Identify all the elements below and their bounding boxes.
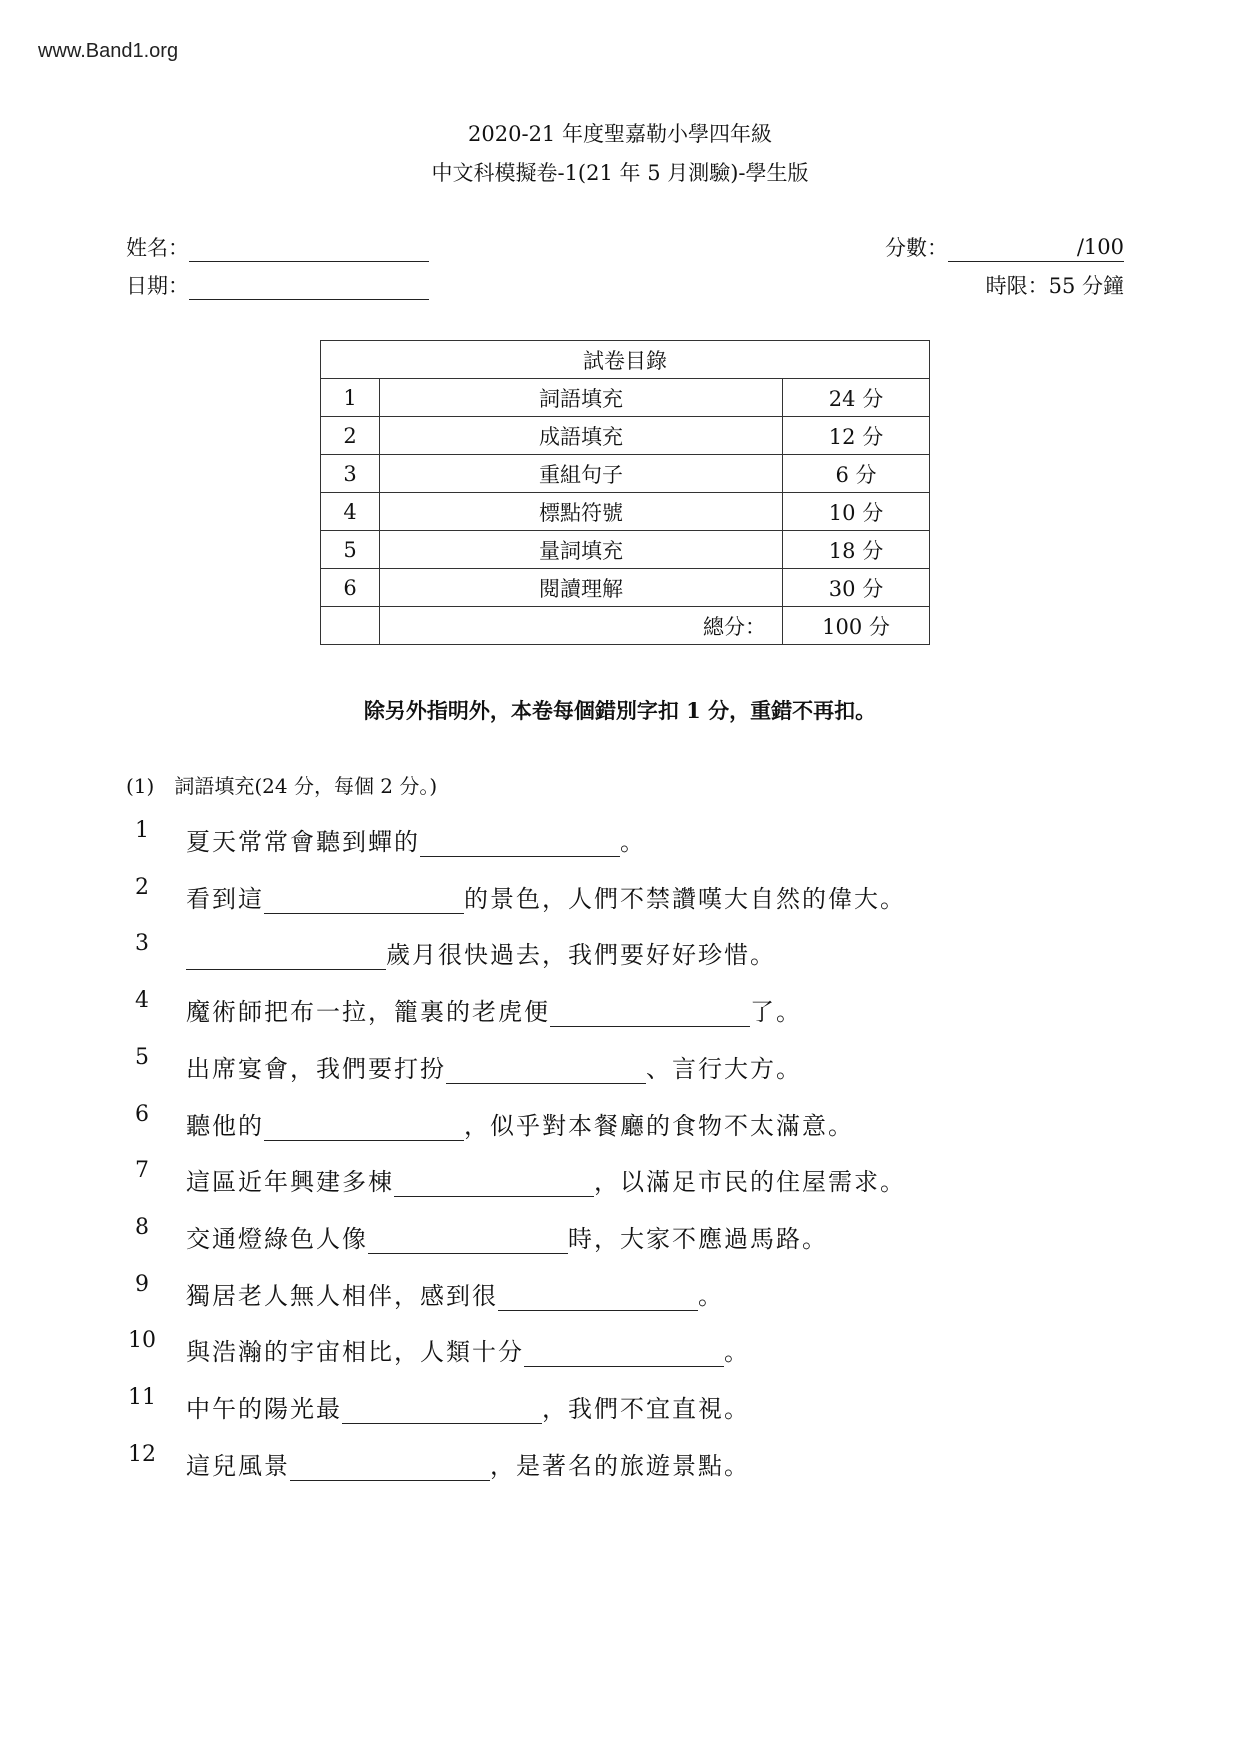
question-text-after: 時，大家不應過馬路。 — [568, 1224, 828, 1253]
answer-blank[interactable] — [394, 1168, 594, 1197]
toc-row — [321, 569, 930, 607]
toc-marks: 30 分 — [783, 569, 930, 607]
question-number: 9 — [135, 1271, 149, 1297]
score-field — [885, 232, 1124, 262]
answer-blank[interactable] — [264, 1112, 464, 1141]
toc-section: 成語填充 — [380, 417, 783, 455]
answer-blank[interactable] — [550, 998, 750, 1027]
question-text-before: 魔術師把布一拉，籠裏的老虎便 — [186, 998, 550, 1027]
toc-no: 3 — [321, 455, 380, 493]
date-label: 日期： — [126, 274, 189, 298]
question-number: 10 — [128, 1328, 156, 1354]
question-text-before: 聽他的 — [186, 1111, 264, 1140]
question-number: 7 — [135, 1158, 149, 1184]
toc-section: 閱讀理解 — [380, 569, 783, 607]
toc-row — [321, 493, 930, 531]
question-number: 11 — [128, 1385, 156, 1410]
toc-header: 試卷目錄 — [321, 341, 930, 379]
answer-blank[interactable] — [368, 1225, 568, 1254]
toc-no: 4 — [321, 493, 380, 531]
score-blank: /100 — [948, 235, 1124, 262]
answer-blank[interactable] — [420, 828, 620, 857]
question-number: 1 — [135, 818, 149, 843]
question-text-before: 中午的陽光最 — [186, 1395, 342, 1423]
answer-blank[interactable] — [524, 1338, 724, 1367]
question-text-before: 夏天常常會聽到蟬的 — [186, 828, 420, 856]
toc-section: 重組句子 — [380, 455, 783, 493]
score-label: 分數： — [885, 236, 948, 260]
toc-row — [321, 417, 930, 455]
answer-blank[interactable] — [446, 1055, 646, 1084]
question-text-after: ，以滿足市民的住屋需求。 — [594, 1168, 906, 1197]
toc-no: 2 — [321, 417, 380, 455]
toc-section: 詞語填充 — [380, 379, 783, 417]
exam-title: 2020-21 年度聖嘉勒小學四年級 — [468, 122, 772, 146]
toc-total: 100 分 — [783, 607, 930, 645]
toc-row — [321, 531, 930, 569]
date-blank — [189, 273, 429, 300]
question-text-after: 。 — [698, 1281, 724, 1310]
toc-marks: 10 分 — [783, 493, 930, 531]
question-text-after: ，是著名的旅遊景點。 — [490, 1451, 750, 1480]
question-text-before: 看到這 — [186, 884, 264, 913]
toc-marks: 18 分 — [783, 531, 930, 569]
toc-row — [321, 455, 930, 493]
answer-blank[interactable] — [264, 885, 464, 914]
question-text-before: 獨居老人無人相伴，感到很 — [186, 1281, 498, 1310]
question-text-before: 這區近年興建多棟 — [186, 1168, 394, 1197]
question-number: 8 — [135, 1214, 149, 1240]
toc-marks: 12 分 — [783, 417, 930, 455]
toc-marks: 6 分 — [783, 455, 930, 493]
toc-table — [320, 340, 930, 645]
question-text-before: 出席宴會，我們要打扮 — [186, 1054, 446, 1083]
toc-section: 標點符號 — [380, 493, 783, 531]
answer-blank[interactable] — [342, 1395, 542, 1424]
toc-section: 量詞填充 — [380, 531, 783, 569]
exam-subtitle: 中文科模擬卷-1(21 年 5 月測驗)-學生版 — [431, 161, 809, 185]
question-text-after: ，我們不宜直視。 — [542, 1395, 750, 1423]
question-text-before: 交通燈綠色人像 — [186, 1224, 368, 1253]
time-limit: 時限：55 分鐘 — [985, 274, 1124, 298]
site-watermark: www.Band1.org — [38, 40, 179, 62]
toc-no: 1 — [321, 379, 380, 417]
name-blank — [189, 235, 429, 262]
question-number: 12 — [128, 1441, 156, 1467]
section-heading: (1) 詞語填充(24 分，每個 2 分。) — [126, 774, 438, 798]
answer-blank[interactable] — [186, 941, 386, 970]
answer-blank[interactable] — [498, 1282, 698, 1311]
question-text-after: ，似乎對本餐廳的食物不太滿意。 — [464, 1111, 854, 1140]
question-text-after: 、言行大方。 — [646, 1054, 802, 1083]
question-number: 4 — [135, 988, 149, 1014]
question-text-after: 的景色，人們不禁讚嘆大自然的偉大。 — [464, 884, 906, 913]
date-field — [126, 270, 429, 300]
question-number: 6 — [135, 1101, 149, 1127]
question-number: 2 — [135, 874, 149, 900]
name-label: 姓名： — [126, 236, 189, 260]
question-number: 5 — [135, 1044, 149, 1070]
marking-note: 除另外指明外，本卷每個錯別字扣 1 分，重錯不再扣。 — [363, 698, 877, 723]
question-text-after: 。 — [724, 1338, 750, 1367]
answer-blank[interactable] — [290, 1452, 490, 1481]
question-text-after: 了。 — [750, 998, 802, 1027]
name-field — [126, 232, 429, 262]
question-number: 3 — [135, 931, 149, 957]
toc-no: 5 — [321, 531, 380, 569]
toc-no: 6 — [321, 569, 380, 607]
question-text-after: 歲月很快過去，我們要好好珍惜。 — [386, 941, 776, 970]
question-text-after: 。 — [620, 828, 646, 856]
question-text-before: 與浩瀚的宇宙相比，人類十分 — [186, 1338, 524, 1367]
toc-marks: 24 分 — [783, 379, 930, 417]
question-text-before: 這兒風景 — [186, 1451, 290, 1480]
toc-row — [321, 379, 930, 417]
toc-total-label: 總分： — [380, 607, 783, 645]
